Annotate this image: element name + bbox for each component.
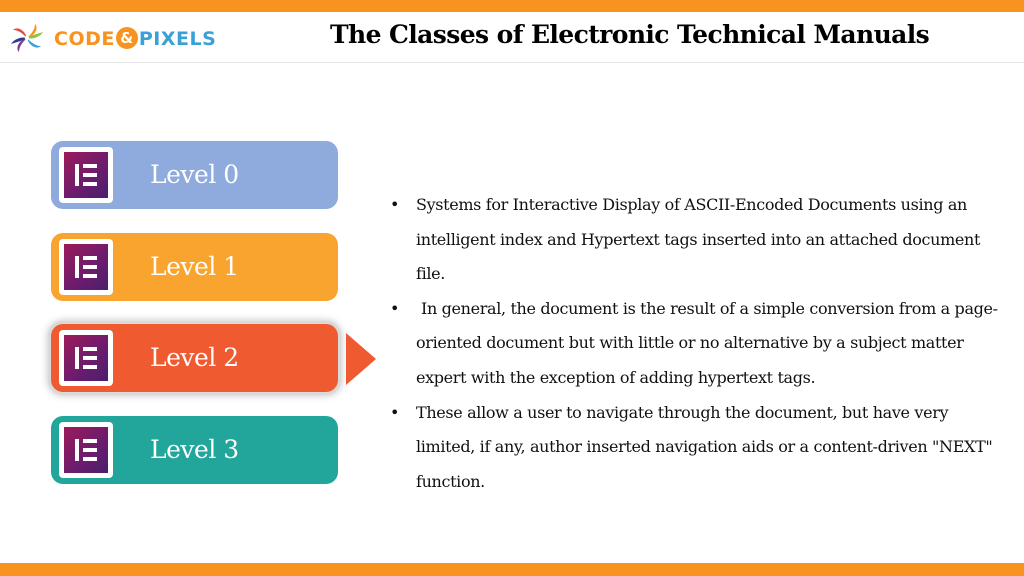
top-accent-bar — [0, 0, 1024, 12]
brand-logo[interactable] — [6, 18, 216, 58]
brand-pixels-text: PIXELS — [138, 27, 217, 50]
bullet-item — [390, 188, 1000, 292]
level-0-icon-frame — [59, 147, 113, 203]
elementor-icon — [64, 152, 108, 198]
level-2-icon-frame — [59, 330, 113, 386]
level-3-label: Level 3 — [150, 435, 239, 464]
description-bullet-list — [390, 188, 1000, 499]
level-3-icon-frame — [59, 422, 113, 478]
bullet-item — [390, 396, 1000, 500]
level-1-card[interactable] — [51, 233, 338, 301]
brand-wordmark — [54, 27, 216, 50]
bullet-dot: • — [390, 195, 400, 214]
active-level-arrow-icon — [346, 333, 376, 385]
bottom-accent-bar — [0, 563, 1024, 576]
level-3-card[interactable] — [51, 416, 338, 484]
level-2-label: Level 2 — [150, 343, 239, 372]
level-2-card-active[interactable] — [51, 324, 338, 392]
elementor-icon — [64, 427, 108, 473]
level-0-label: Level 0 — [150, 160, 239, 189]
bullet-text: These allow a user to navigate through the document, but have very limited, if any, author inserted navigation aids or a content-driven "NEXT" function. — [416, 402, 993, 491]
bullet-dot: • — [390, 298, 400, 318]
level-1-label: Level 1 — [150, 252, 239, 281]
brand-code-text: CODE — [54, 27, 115, 50]
bullet-item — [390, 292, 1000, 396]
elementor-icon — [64, 335, 108, 381]
elementor-icon — [64, 244, 108, 290]
header-divider — [0, 62, 1024, 63]
page-title: The Classes of Electronic Technical Manuals — [330, 20, 930, 49]
bullet-text: Systems for Interactive Display of ASCII-Encoded Documents using an intelligent index and Hypertext tags inserted into an attached document file. — [416, 195, 981, 284]
bullet-text: In general, the document is the result of a simple conversion from a page-oriented document but with little or no alternative by a subject matter expert with the exception of adding hypertext tags. — [416, 298, 998, 387]
pinwheel-logo-icon — [6, 17, 48, 59]
bullet-dot: • — [390, 402, 400, 422]
level-1-icon-frame — [59, 239, 113, 295]
brand-ampersand: & — [116, 27, 138, 49]
level-0-card[interactable] — [51, 141, 338, 209]
